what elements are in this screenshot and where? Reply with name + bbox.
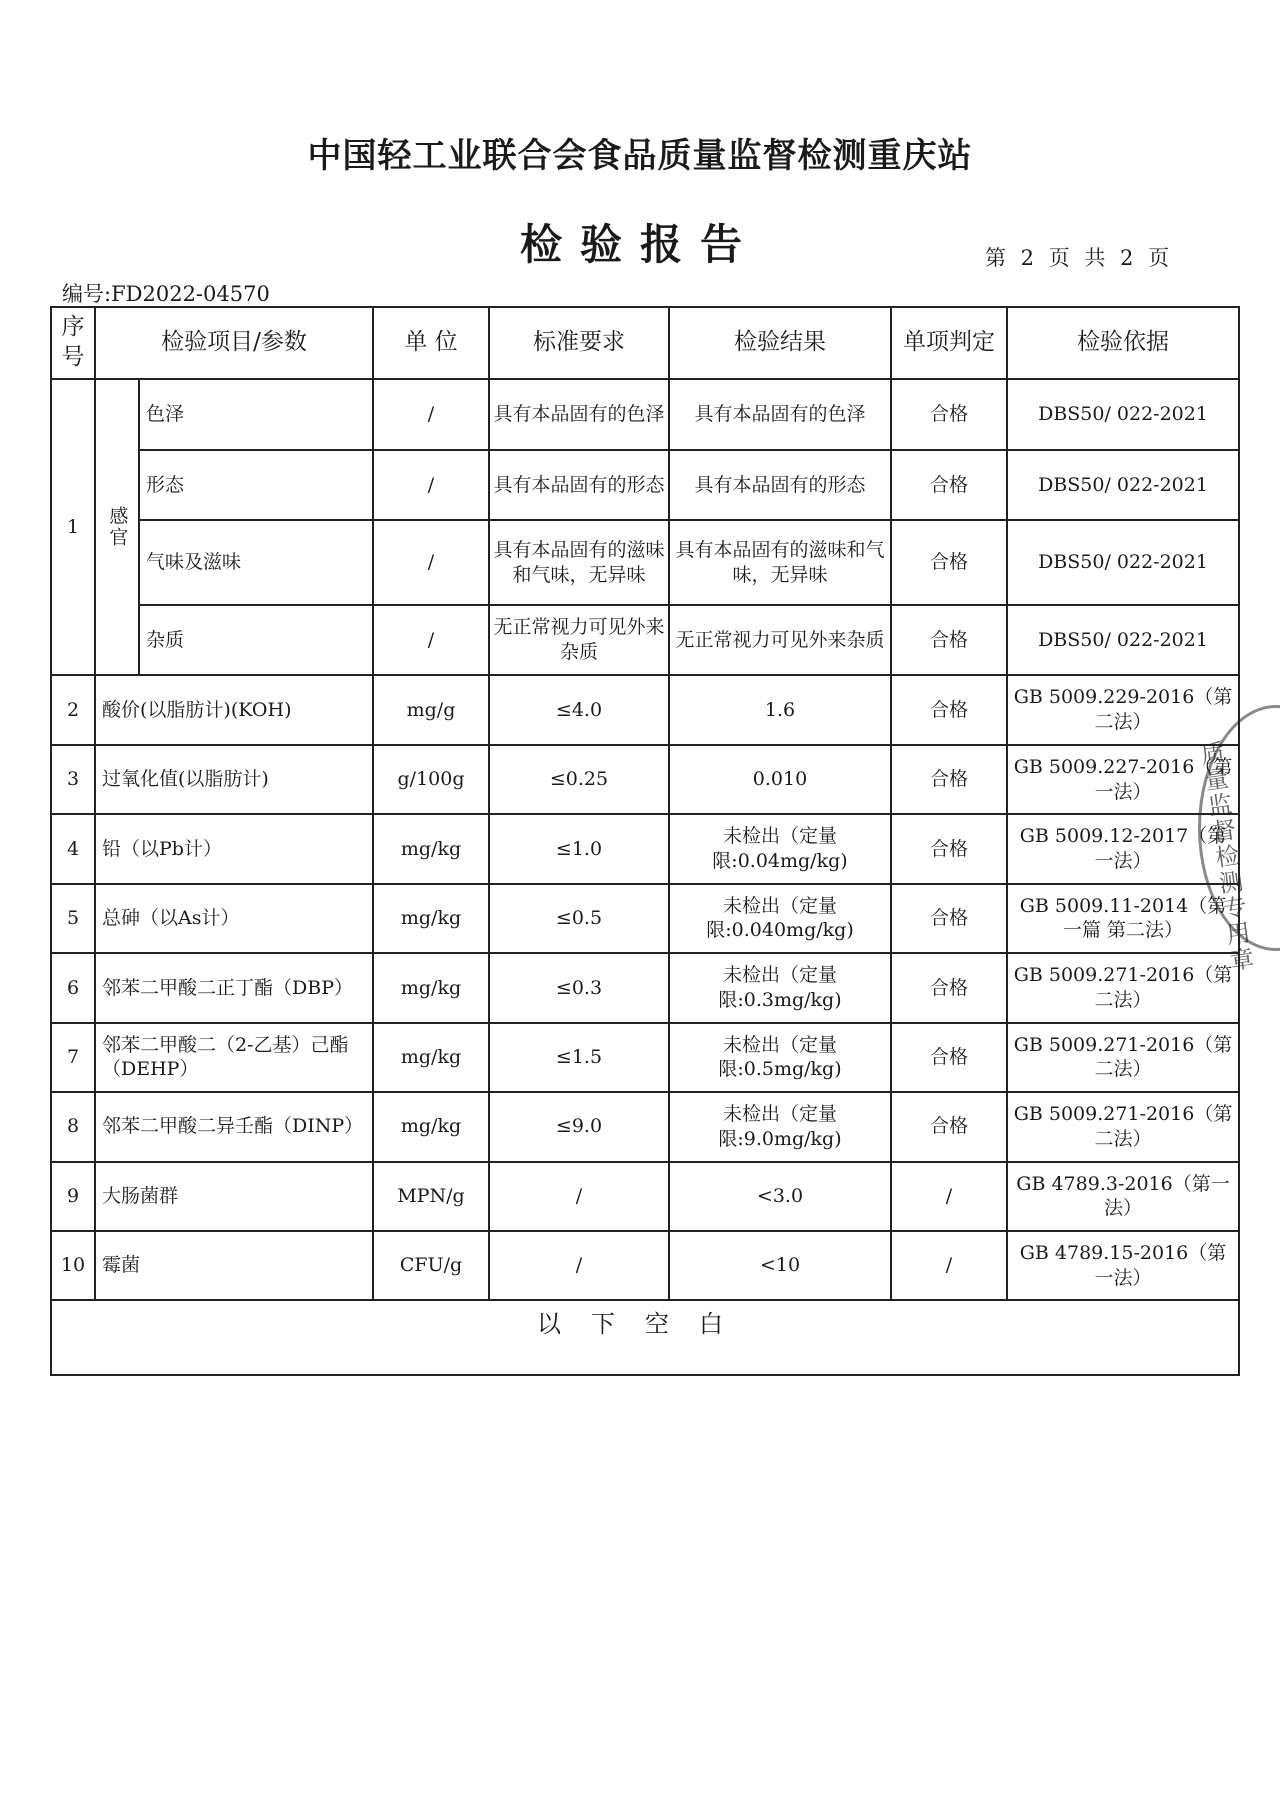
sensory-seq: 1 [51,379,95,675]
item-name: 霉菌 [95,1231,373,1300]
basis-cell: DBS50/ 022-2021 [1007,605,1239,675]
table-row [51,745,1239,814]
unit-cell: / [373,520,489,605]
result-cell: <3.0 [669,1162,891,1231]
unit-cell: mg/kg [373,1092,489,1161]
unit-cell: MPN/g [373,1162,489,1231]
col-judgment-header: 单项判定 [891,307,1007,379]
seq-cell: 2 [51,675,95,744]
blank-note-row [51,1300,1239,1375]
table-row [51,450,1239,520]
col-standard-header: 标准要求 [489,307,669,379]
report-title: 检验报告 [519,220,760,269]
result-cell: 未检出（定量限:0.04mg/kg) [669,814,891,883]
table-row [51,520,1239,605]
judgment-cell: / [891,1231,1007,1300]
seq-cell: 6 [51,953,95,1022]
table-row [51,884,1239,953]
col-result-header: 检验结果 [669,307,891,379]
table-row [51,675,1239,744]
result-cell: 未检出（定量限:0.3mg/kg) [669,953,891,1022]
item-name: 色泽 [139,379,373,449]
judgment-cell: 合格 [891,379,1007,449]
unit-cell: mg/kg [373,884,489,953]
item-name: 总砷（以As计） [95,884,373,953]
result-cell: 无正常视力可见外来杂质 [669,605,891,675]
result-cell: 具有本品固有的形态 [669,450,891,520]
result-cell: 具有本品固有的色泽 [669,379,891,449]
standard-cell: 具有本品固有的色泽 [489,379,669,449]
table-row [51,605,1239,675]
standard-cell: ≤4.0 [489,675,669,744]
basis-cell: GB 5009.227-2016（第一法） [1007,745,1239,814]
basis-cell: GB 4789.3-2016（第一法） [1007,1162,1239,1231]
item-name: 大肠菌群 [95,1162,373,1231]
item-name: 铅（以Pb计） [95,814,373,883]
organization-title: 中国轻工业联合会食品质量监督检测重庆站 [307,136,973,176]
basis-cell: DBS50/ 022-2021 [1007,379,1239,449]
unit-cell: / [373,379,489,449]
item-name: 酸价(以脂肪计)(KOH) [95,675,373,744]
seq-cell: 7 [51,1023,95,1092]
unit-cell: / [373,605,489,675]
judgment-cell: 合格 [891,675,1007,744]
standard-cell: 具有本品固有的形态 [489,450,669,520]
standard-cell: / [489,1162,669,1231]
blank-note: 以下空白 [537,1310,753,1339]
table-row [51,1231,1239,1300]
unit-cell: / [373,450,489,520]
unit-cell: mg/g [373,675,489,744]
result-cell: 0.010 [669,745,891,814]
result-cell: 未检出（定量限:0.040mg/kg) [669,884,891,953]
judgment-cell: 合格 [891,884,1007,953]
judgment-cell: 合格 [891,745,1007,814]
basis-cell: GB 5009.271-2016（第二法） [1007,1092,1239,1161]
seq-cell: 3 [51,745,95,814]
seq-cell: 8 [51,1092,95,1161]
standard-cell: ≤0.5 [489,884,669,953]
col-unit-header: 单 位 [373,307,489,379]
unit-cell: mg/kg [373,814,489,883]
item-name: 形态 [139,450,373,520]
judgment-cell: 合格 [891,1092,1007,1161]
basis-cell: DBS50/ 022-2021 [1007,520,1239,605]
unit-cell: mg/kg [373,1023,489,1092]
judgment-cell: 合格 [891,520,1007,605]
result-cell: 具有本品固有的滋味和气味，无异味 [669,520,891,605]
sensory-group-cell [95,379,139,675]
unit-cell: CFU/g [373,1231,489,1300]
basis-cell: DBS50/ 022-2021 [1007,450,1239,520]
seq-cell: 10 [51,1231,95,1300]
seq-cell: 4 [51,814,95,883]
standard-cell: ≤1.5 [489,1023,669,1092]
item-name: 气味及滋味 [139,520,373,605]
standard-cell: ≤0.3 [489,953,669,1022]
sensory-group-label: 感官 [106,506,129,549]
standard-cell: 具有本品固有的滋味和气味，无异味 [489,520,669,605]
table-row [51,1023,1239,1092]
result-cell: 未检出（定量限:0.5mg/kg) [669,1023,891,1092]
item-name: 邻苯二甲酸二异壬酯（DINP） [95,1092,373,1161]
judgment-cell: 合格 [891,814,1007,883]
standard-cell: / [489,1231,669,1300]
blank-note-cell [51,1300,1239,1375]
table-header-row [51,307,1239,379]
judgment-cell: 合格 [891,605,1007,675]
basis-cell: GB 5009.12-2017（第一法） [1007,814,1239,883]
col-seq-header: 序号 [51,307,95,379]
official-seal-text: 质量监督检测专用章 [1194,739,1256,975]
col-item-header: 检验项目/参数 [95,307,373,379]
col-basis-header: 检验依据 [1007,307,1239,379]
result-cell: <10 [669,1231,891,1300]
table-row [51,814,1239,883]
standard-cell: 无正常视力可见外来杂质 [489,605,669,675]
item-name: 过氧化值(以脂肪计) [95,745,373,814]
table-row [51,953,1239,1022]
judgment-cell: 合格 [891,953,1007,1022]
judgment-cell: / [891,1162,1007,1231]
item-name: 邻苯二甲酸二正丁酯（DBP） [95,953,373,1022]
table-row [51,1162,1239,1231]
seq-cell: 9 [51,1162,95,1231]
result-cell: 1.6 [669,675,891,744]
basis-cell: GB 5009.271-2016（第二法） [1007,953,1239,1022]
unit-cell: g/100g [373,745,489,814]
document-number: 编号:FD2022-04570 [62,282,270,306]
item-name: 邻苯二甲酸二（2-乙基）己酯（DEHP） [95,1023,373,1092]
judgment-cell: 合格 [891,450,1007,520]
result-cell: 未检出（定量限:9.0mg/kg) [669,1092,891,1161]
basis-cell: GB 5009.229-2016（第二法） [1007,675,1239,744]
seq-cell: 5 [51,884,95,953]
page-info: 第 2 页 共 2 页 [985,246,1174,270]
inspection-table [50,306,1240,1376]
standard-cell: ≤0.25 [489,745,669,814]
basis-cell: GB 4789.15-2016（第一法） [1007,1231,1239,1300]
table-row [51,379,1239,449]
table-row [51,1092,1239,1161]
basis-cell: GB 5009.11-2014（第一篇 第二法） [1007,884,1239,953]
basis-cell: GB 5009.271-2016（第二法） [1007,1023,1239,1092]
judgment-cell: 合格 [891,1023,1007,1092]
standard-cell: ≤9.0 [489,1092,669,1161]
unit-cell: mg/kg [373,953,489,1022]
standard-cell: ≤1.0 [489,814,669,883]
item-name: 杂质 [139,605,373,675]
